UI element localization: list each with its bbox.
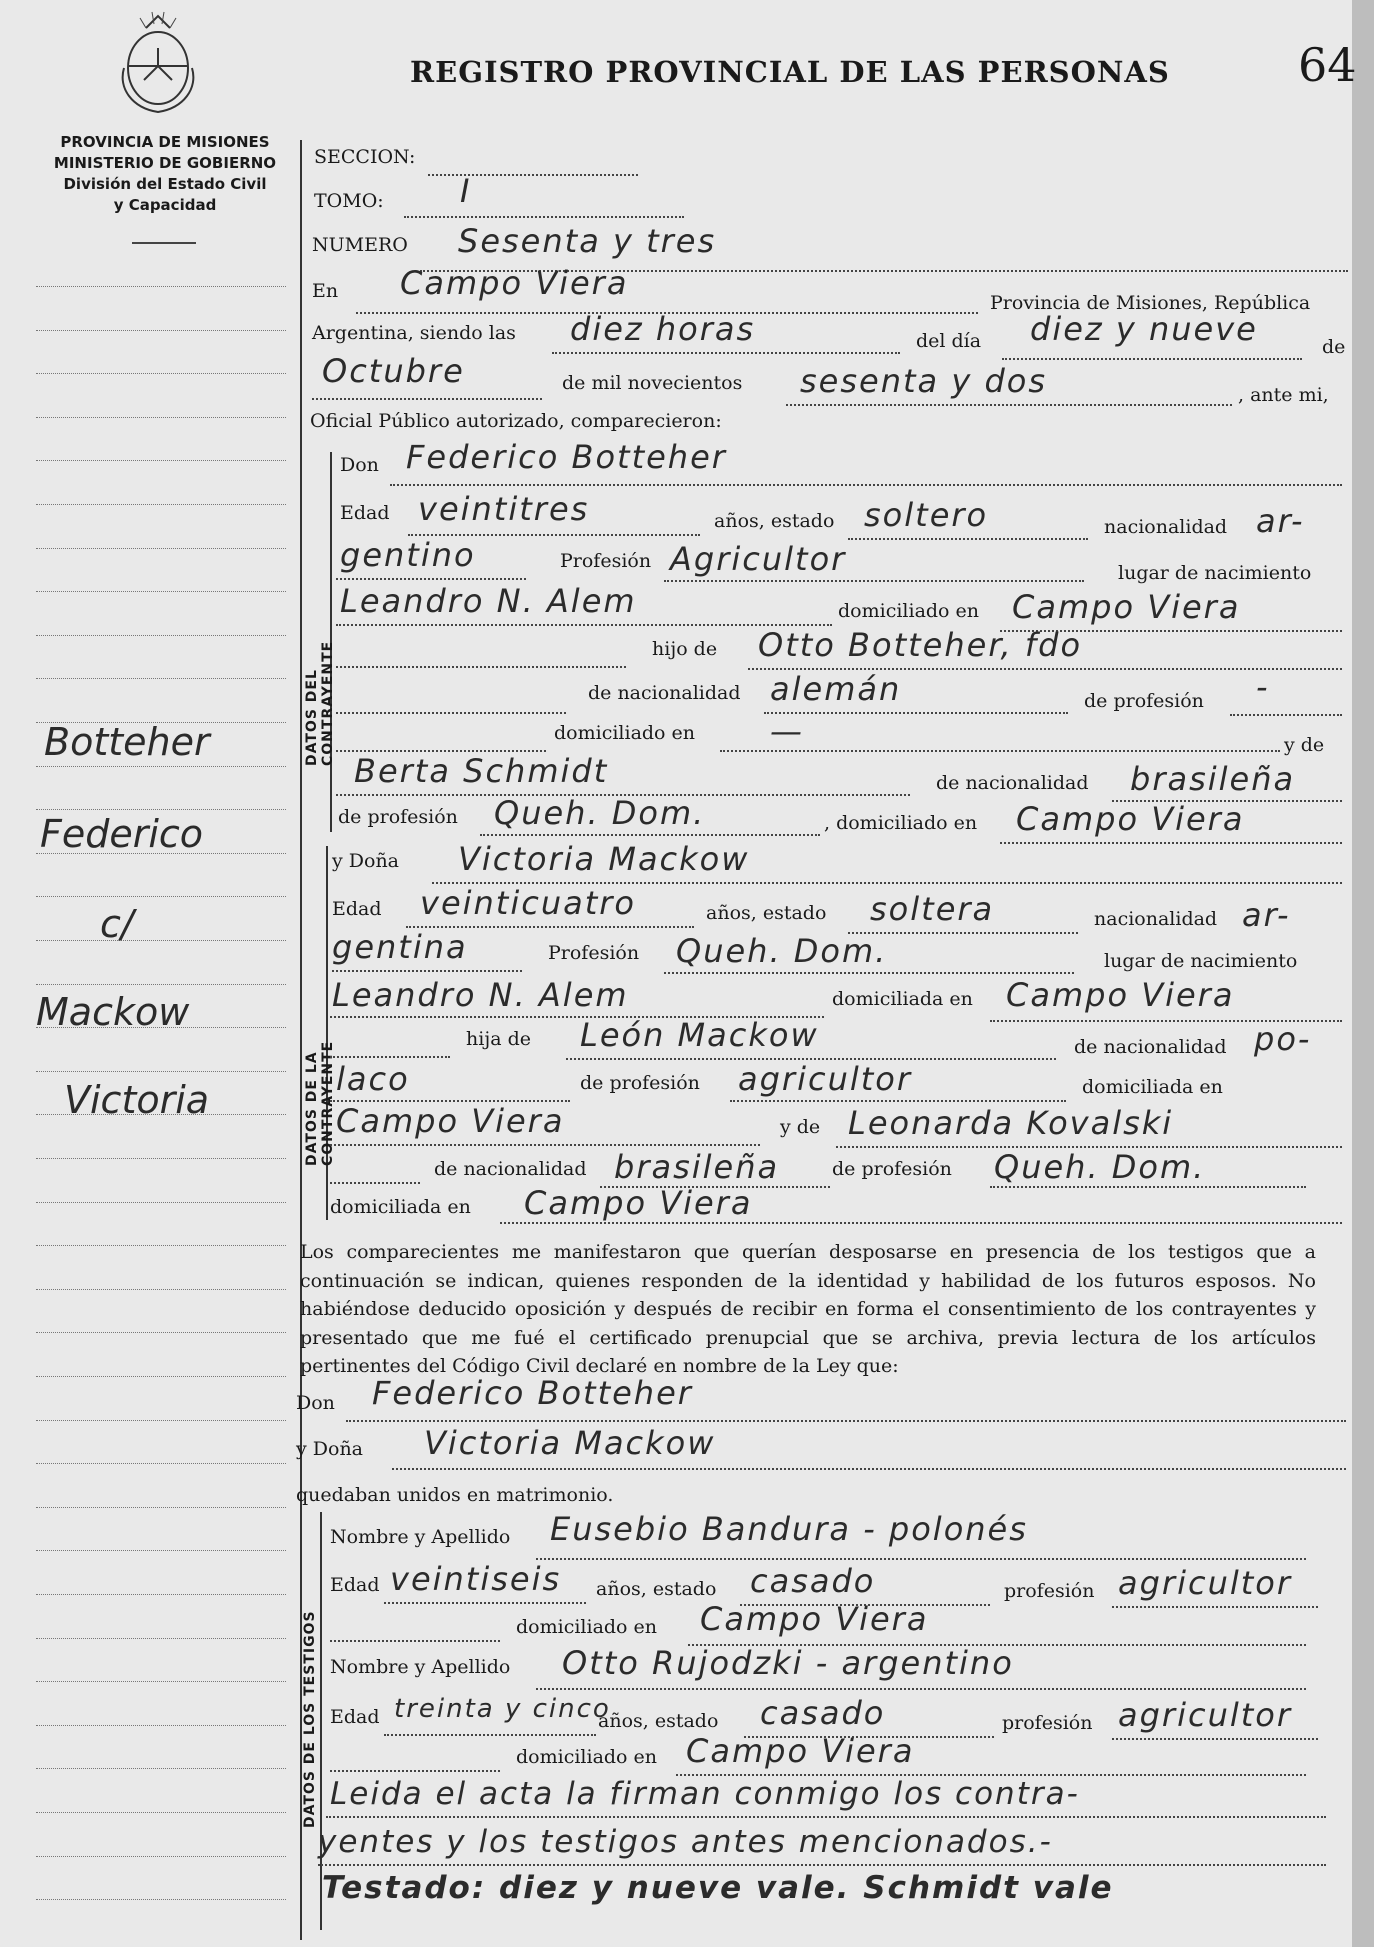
groom-hijo-lead-line <box>336 666 626 668</box>
margin-rule-line <box>36 635 286 636</box>
groom-lugar-label: lugar de nacimiento <box>1118 562 1312 584</box>
decl-dona-label: y Doña <box>296 1438 364 1460</box>
bride-madre-prof: Queh. Dom. <box>994 1148 1206 1186</box>
oficial-text: Oficial Público autorizado, comparecieron: <box>310 410 722 432</box>
bride-madre-dom-line <box>500 1222 1342 1224</box>
groom-estado-line <box>848 538 1088 540</box>
numero-label: NUMERO <box>312 234 408 256</box>
w2-dom: Campo Viera <box>686 1732 915 1770</box>
ante-label: , ante mi, <box>1238 384 1329 406</box>
en-label: En <box>312 280 339 302</box>
groom-nacionalidad: ar- <box>1256 502 1305 540</box>
witness-note-underline <box>326 1816 1326 1818</box>
groom-madre-dom-label: , domiciliado en <box>824 812 978 834</box>
margin-rule-line <box>36 809 286 810</box>
groom-padre-prof-label: de profesión <box>1084 690 1204 712</box>
groom-padre-prof: - <box>1256 668 1270 706</box>
margin-rule-line <box>36 1420 286 1421</box>
declaration-paragraph: Los comparecientes me manifestaron que querían desposarse en presencia de los testigos que a continuación se indican, quienes responden de la identidad y habilidad de los futuros esposos. No habiéndose deducido oposición y después de recibir en forma el consentimiento de los contrayentes y presentado que me fué el certificado prenupcial que se archiva, previa lectura de los artículos pertinentes del Código Civil declaré en nombre de la Ley que: <box>300 1241 1316 1377</box>
w1-dom-lead <box>330 1640 500 1642</box>
w1-profesion-line <box>1112 1606 1318 1608</box>
bride-nac-cont-line <box>332 970 522 972</box>
bride-side-label: DATOS DE LA CONTRAYENTE <box>304 1040 336 1166</box>
groom-profesion: Agricultor <box>670 540 847 578</box>
margin-rule-line <box>36 1463 286 1464</box>
margin-rule-line <box>36 330 286 331</box>
bride-madre: Leonarda Kovalski <box>848 1104 1174 1142</box>
bride-name: Victoria Mackow <box>458 840 750 878</box>
bride-dona-label: y Doña <box>332 850 400 872</box>
groom-profesion-line <box>664 580 1084 582</box>
mil-label: de mil novecientos <box>562 372 743 394</box>
hora-line <box>552 352 900 354</box>
ministry-line: División del Estado Civil <box>63 175 267 193</box>
groom-name: Federico Botteher <box>406 438 727 476</box>
groom-madre-prof-label: de profesión <box>338 806 458 828</box>
groom-madre: Berta Schmidt <box>354 752 609 790</box>
bride-madre-nac-lead <box>330 1182 420 1184</box>
groom-edad-label: Edad <box>340 502 390 524</box>
page-edge <box>1352 0 1374 1947</box>
page-title: REGISTRO PROVINCIAL DE LAS PERSONAS <box>410 55 1170 89</box>
w1-dom: Campo Viera <box>700 1600 929 1638</box>
margin-rule-line <box>36 460 286 461</box>
witness-note-line: yentes y los testigos antes mencionados.- <box>318 1824 1053 1860</box>
anio-line <box>786 404 1232 406</box>
margin-rule-line <box>36 1071 286 1072</box>
ministry-line: MINISTERIO DE GOBIERNO <box>53 154 277 172</box>
groom-padre-nac: alemán <box>770 670 902 708</box>
bride-edad: veinticuatro <box>420 884 636 922</box>
margin-rule-line <box>36 1594 286 1595</box>
w2-nombre-label: Nombre y Apellido <box>330 1656 511 1678</box>
groom-padre-dom-line <box>720 750 1280 752</box>
bride-lugar-label: lugar de nacimiento <box>1104 950 1298 972</box>
bride-estado: soltera <box>870 890 995 928</box>
decl-don-label: Don <box>296 1392 335 1414</box>
dia-value: diez y nueve <box>1030 310 1258 348</box>
w2-profesion-line <box>1112 1738 1318 1740</box>
bride-madre-prof-line <box>990 1186 1306 1188</box>
w1-edad: veintiseis <box>390 1560 562 1598</box>
bride-y-de-label: y de <box>780 1116 821 1138</box>
groom-madre-nac: brasileña <box>1130 760 1296 798</box>
groom-padre-dom-label: domiciliado en <box>554 722 696 744</box>
w2-nombre-line <box>536 1688 1306 1690</box>
decl-dona-line <box>392 1468 1346 1470</box>
witness-note-line: Testado: diez y nueve vale. Schmidt vale <box>322 1870 1114 1906</box>
tomo-label: TOMO: <box>314 190 384 212</box>
w2-edad: treinta y cinco <box>394 1694 611 1724</box>
decl-closing: quedaban unidos en matrimonio. <box>296 1484 614 1506</box>
margin-rule-line <box>36 1158 286 1159</box>
margin-rule-line <box>36 1768 286 1769</box>
tomo-value: I <box>460 172 472 210</box>
witness-side-label: DATOS DE LOS TESTIGOS <box>302 1610 318 1828</box>
bride-edad-label: Edad <box>332 898 382 920</box>
bride-madre-prof-label: de profesión <box>832 1158 952 1180</box>
groom-padre-prof-line <box>1230 714 1342 716</box>
margin-note-line: Botteher <box>44 720 210 764</box>
margin-rule-line <box>36 1376 286 1377</box>
del-dia-label: del día <box>916 330 982 352</box>
margin-rule-line <box>36 417 286 418</box>
bride-padre-dom: Campo Viera <box>336 1102 565 1140</box>
bride-padre-prof-label: de profesión <box>580 1072 700 1094</box>
seccion-label: SECCION: <box>314 146 416 168</box>
bride-hija-label: hija de <box>466 1028 531 1050</box>
groom-lugar: Leandro N. Alem <box>340 582 637 620</box>
anio-value: sesenta y dos <box>800 362 1047 400</box>
groom-padre-nac-label: de nacionalidad <box>588 682 741 704</box>
margin-rule-line <box>36 1899 286 1900</box>
margin-rule-line <box>36 1289 286 1290</box>
w1-estado: casado <box>750 1562 876 1600</box>
groom-hijo-label: hijo de <box>652 638 718 660</box>
margin-rule-line <box>36 591 286 592</box>
bride-padre-dom-line <box>330 1144 760 1146</box>
margin-rule-line <box>36 1681 286 1682</box>
bride-padre-nac: po- <box>1254 1020 1312 1058</box>
margin-rule-line <box>36 766 286 767</box>
bride-padre: León Mackow <box>580 1016 819 1054</box>
bride-hija-lead <box>330 1056 450 1058</box>
margin-rule-line <box>36 286 286 287</box>
groom-madre-dom-line <box>1000 842 1342 844</box>
ministry-line: PROVINCIA DE MISIONES <box>60 133 270 151</box>
groom-padre-nac-line <box>764 712 1068 714</box>
w1-edad-line <box>384 1602 586 1604</box>
mes-value: Octubre <box>322 352 465 390</box>
argentina-label: Argentina, siendo las <box>312 322 516 344</box>
margin-rule-line <box>36 373 286 374</box>
bride-madre-dom-label: domiciliada en <box>330 1196 471 1218</box>
margin-rule-line <box>36 1245 286 1246</box>
groom-nacionalidad-label: nacionalidad <box>1104 516 1228 538</box>
w2-profesion-label: profesión <box>1002 1712 1093 1734</box>
groom-side-label: DATOS DEL CONTRAYENTE <box>304 640 336 766</box>
groom-madre-dom: Campo Viera <box>1016 800 1245 838</box>
mes-line <box>312 398 542 400</box>
ministry-block <box>40 132 290 216</box>
bride-domicilio: Campo Viera <box>1006 976 1235 1014</box>
w1-profesion: agricultor <box>1118 1564 1293 1602</box>
bride-lugar: Leandro N. Alem <box>332 976 629 1014</box>
numero-value: Sesenta y tres <box>458 222 717 260</box>
w1-profesion-label: profesión <box>1004 1580 1095 1602</box>
w2-dom-lead <box>330 1770 500 1772</box>
folio-number: 64 <box>1298 38 1357 92</box>
bride-nacionalidad-label: nacionalidad <box>1094 908 1218 930</box>
groom-profesion-label: Profesión <box>560 550 652 572</box>
w2-profesion: agricultor <box>1118 1696 1293 1734</box>
groom-estado: soltero <box>864 496 989 534</box>
groom-nac-cont-line <box>336 578 526 580</box>
margin-note-line: Mackow <box>36 990 190 1034</box>
bride-padre-nac-label: de nacionalidad <box>1074 1036 1227 1058</box>
w2-edad-line <box>384 1734 596 1736</box>
bride-profesion-label: Profesión <box>548 942 640 964</box>
hora-value: diez horas <box>570 310 756 348</box>
groom-y-de-label: y de <box>1284 734 1325 756</box>
margin-rule-line <box>36 1725 286 1726</box>
groom-name-line <box>390 484 1342 486</box>
groom-anos-estado-label: años, estado <box>714 510 835 532</box>
bride-anos-estado-label: años, estado <box>706 902 827 924</box>
tomo-line <box>404 216 684 218</box>
w1-edad-label: Edad <box>330 1574 380 1596</box>
margin-rule-line <box>36 1812 286 1813</box>
w2-edad-label: Edad <box>330 1706 380 1728</box>
bride-padre-dom-label: domiciliada en <box>1082 1076 1223 1098</box>
coat-of-arms-icon <box>116 8 200 116</box>
margin-note-line: Victoria <box>64 1078 210 1122</box>
dia-line <box>1002 358 1302 360</box>
bride-nacionalidad: ar- <box>1242 896 1291 934</box>
margin-rule-line <box>36 678 286 679</box>
ministry-line: y Capacidad <box>113 196 217 214</box>
w2-anos-estado-label: años, estado <box>598 1710 719 1732</box>
decl-don-name: Federico Botteher <box>372 1374 693 1412</box>
ministry-underline <box>132 242 196 244</box>
witness-section-line <box>320 1512 322 1930</box>
groom-padre-nac-lead <box>336 712 566 714</box>
groom-nacionalidad-cont: gentino <box>340 536 476 574</box>
bride-padre-prof: agricultor <box>738 1060 913 1098</box>
provincia-text: Provincia de Misiones, República <box>990 292 1311 314</box>
groom-edad: veintitres <box>418 490 590 528</box>
margin-rule-line <box>36 896 286 897</box>
w1-nombre: Eusebio Bandura - polonés <box>550 1510 1028 1548</box>
margin-rule-line <box>36 1856 286 1857</box>
de-label: de <box>1322 336 1346 358</box>
en-value: Campo Viera <box>400 264 629 302</box>
margin-rule-line <box>36 984 286 985</box>
margin-rule-line <box>36 1550 286 1551</box>
bride-domiciliada-label: domiciliada en <box>832 988 973 1010</box>
margin-rule-line <box>36 1507 286 1508</box>
groom-madre-prof-line <box>480 834 820 836</box>
witness-note-line: Leida el acta la firman conmigo los contra- <box>330 1776 1080 1812</box>
margin-rule-line <box>36 504 286 505</box>
groom-madre-prof: Queh. Dom. <box>494 794 706 832</box>
margin-rule-line <box>36 1202 286 1203</box>
bride-profesion-line <box>664 972 1074 974</box>
margin-rule-line <box>36 1638 286 1639</box>
w2-nombre: Otto Rujodzki - argentino <box>562 1644 1014 1682</box>
witness-note-underline <box>318 1864 1326 1866</box>
decl-don-line <box>346 1420 1346 1422</box>
bride-madre-nac-label: de nacionalidad <box>434 1158 587 1180</box>
w2-estado: casado <box>760 1694 886 1732</box>
margin-note-line: Federico <box>40 812 204 856</box>
w1-nombre-label: Nombre y Apellido <box>330 1526 511 1548</box>
groom-domiciliado-label: domiciliado en <box>838 600 980 622</box>
margin-rule-line <box>36 940 286 941</box>
groom-padre: Otto Botteher, fdo <box>758 626 1083 664</box>
w2-dom-label: domiciliado en <box>516 1746 658 1768</box>
bride-madre-dom: Campo Viera <box>524 1184 753 1222</box>
decl-dona-name: Victoria Mackow <box>424 1424 716 1462</box>
bride-nacionalidad-cont: gentina <box>332 928 468 966</box>
bride-madre-nac: brasileña <box>614 1148 780 1186</box>
bride-padre-nac-cont: laco <box>336 1060 410 1098</box>
margin-rule-line <box>36 548 286 549</box>
bride-profesion: Queh. Dom. <box>676 932 888 970</box>
bride-padre-prof-line <box>730 1100 1066 1102</box>
w1-nombre-line <box>536 1558 1306 1560</box>
margin-note-line: c/ <box>100 902 134 946</box>
groom-padre-dom: — <box>770 712 804 750</box>
groom-madre-nac-label: de nacionalidad <box>936 772 1089 794</box>
groom-don-label: Don <box>340 454 379 476</box>
w1-dom-label: domiciliado en <box>516 1616 658 1638</box>
w1-anos-estado-label: años, estado <box>596 1578 717 1600</box>
groom-domicilio: Campo Viera <box>1012 588 1241 626</box>
margin-rule-line <box>36 1332 286 1333</box>
